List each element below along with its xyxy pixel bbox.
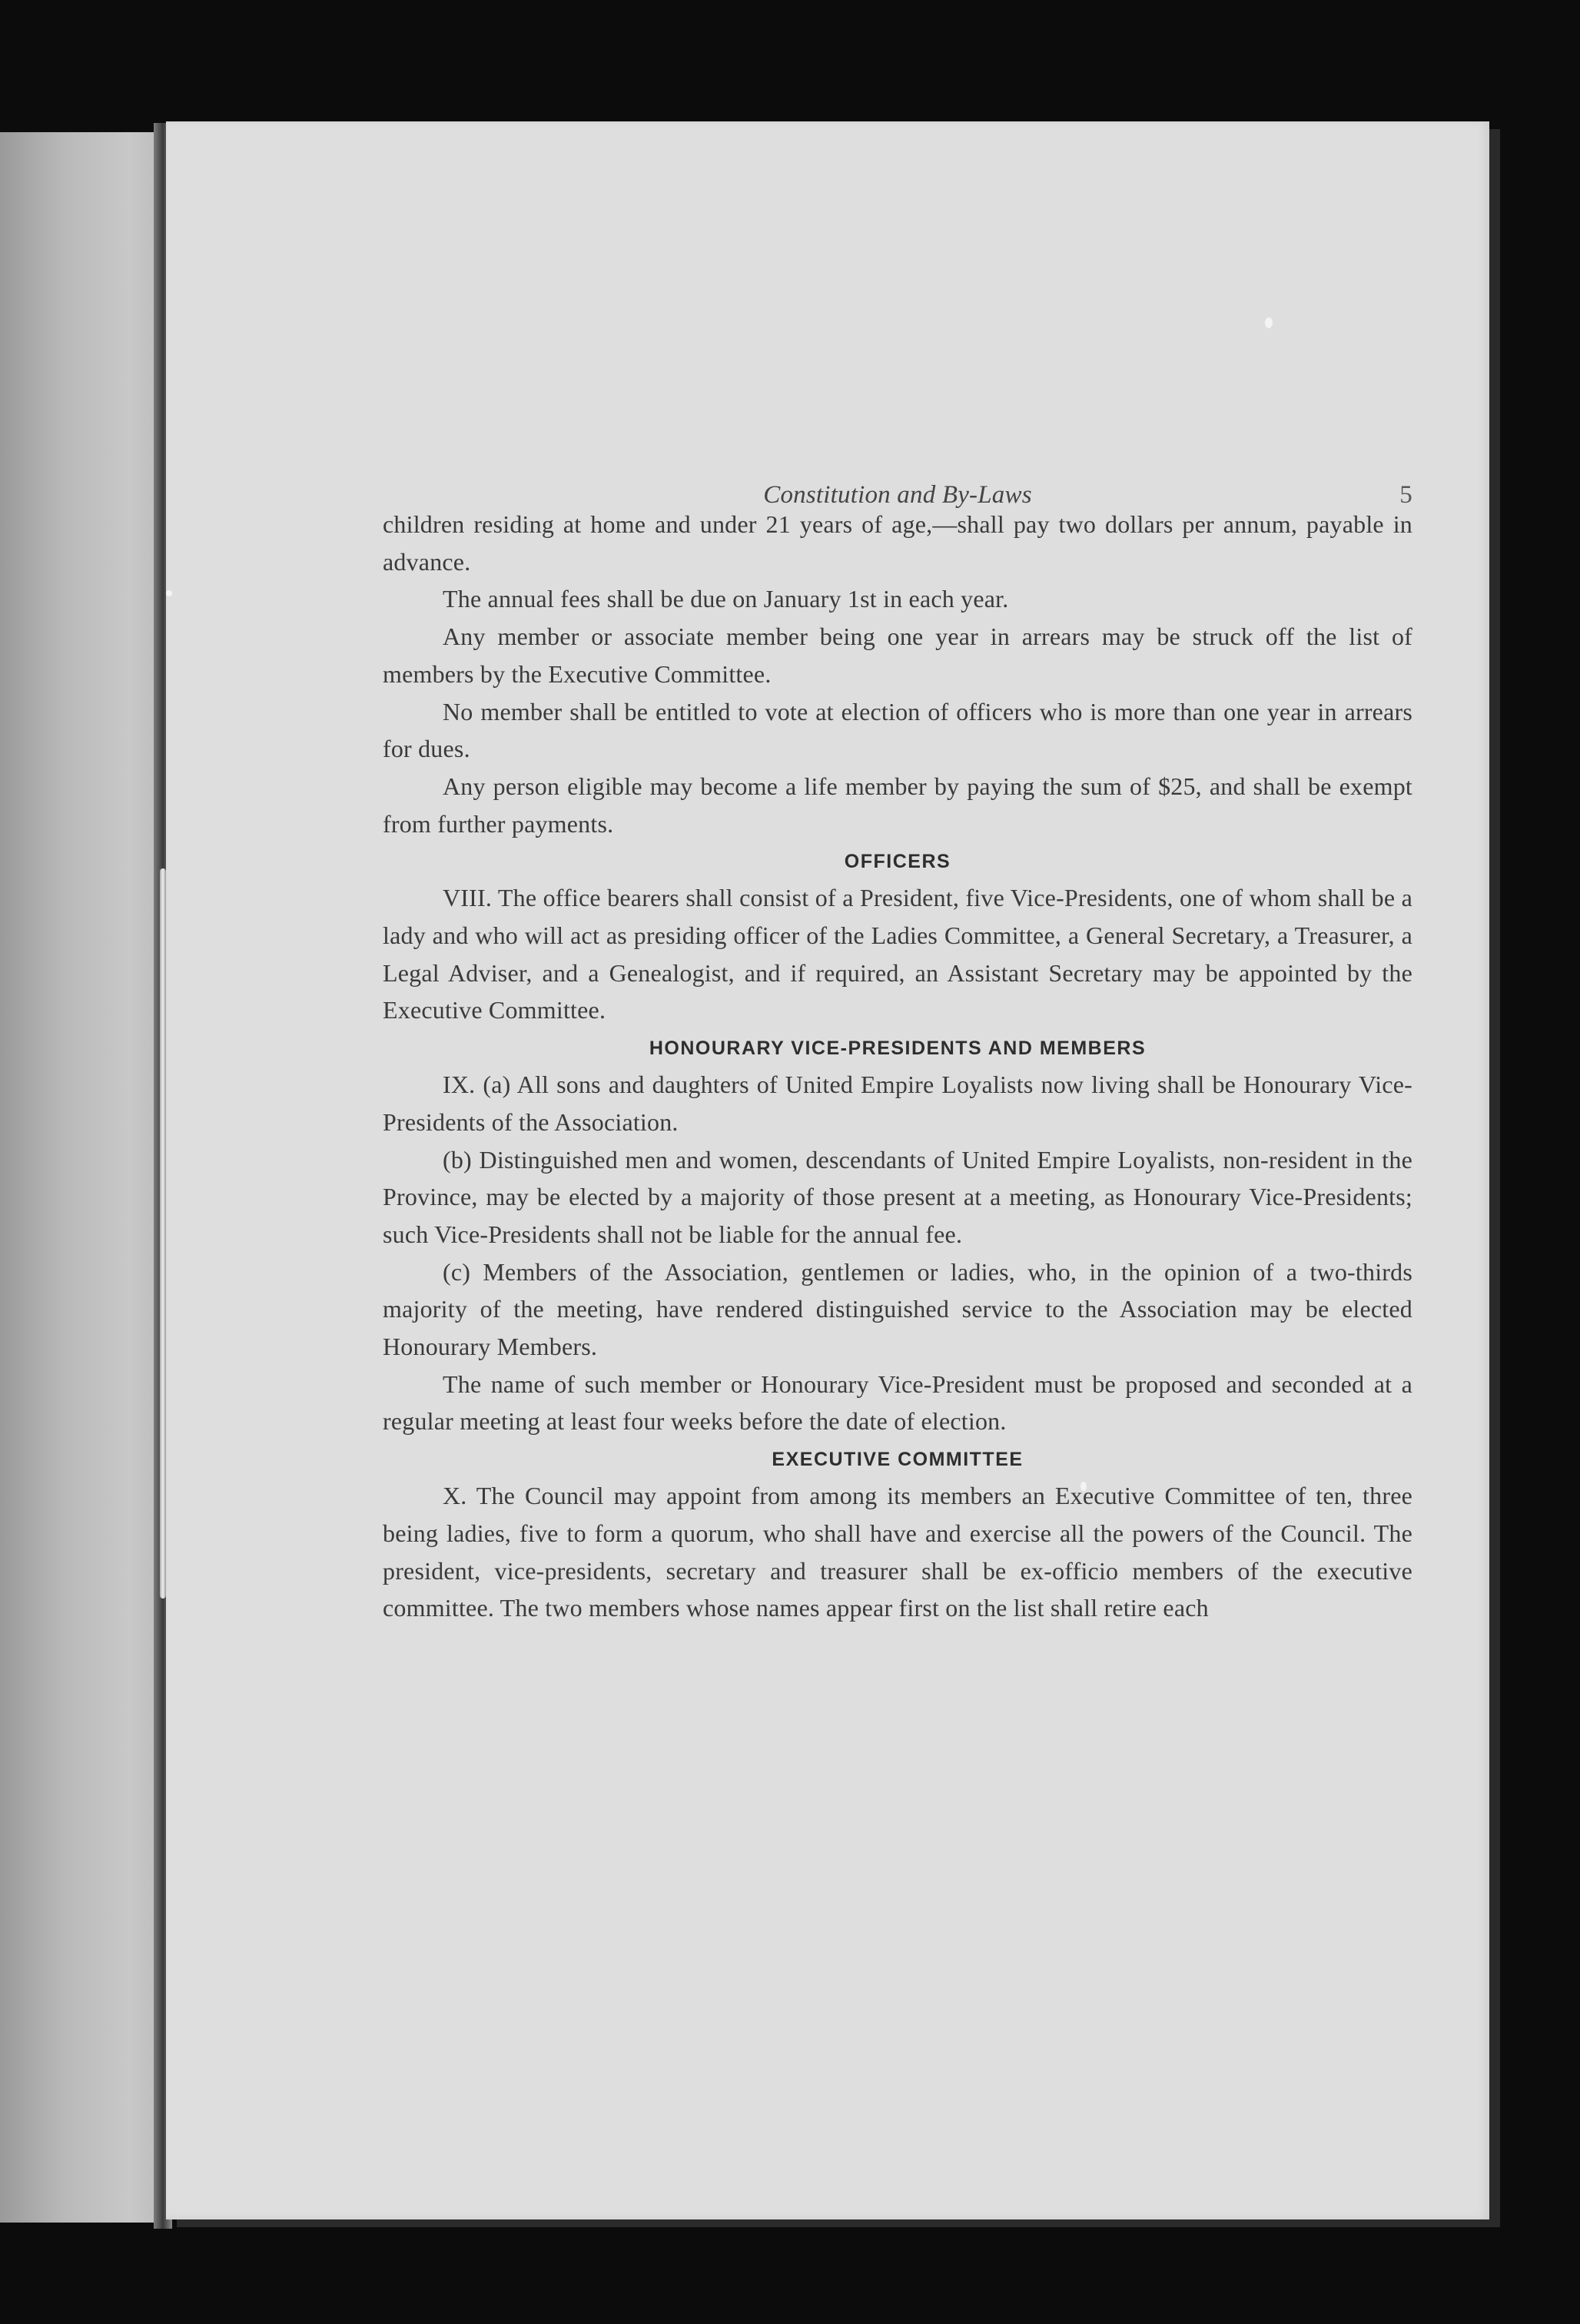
paragraph-nomination: The name of such member or Honourary Vice-President must be proposed and seconded at a regular meeting at least four weeks before the date of election. bbox=[383, 1370, 1412, 1436]
paper-speck bbox=[166, 590, 172, 596]
binding-thread bbox=[160, 868, 166, 1599]
paragraph-life-member: Any person eligible may become a life member by paying the sum of $25, and shall be exempt from further payments. bbox=[383, 772, 1412, 838]
paragraph-viii-office-bearers: VIII. The office bearers shall consist of a President, five Vice-Presidents, one of whom shall be a lady and who will act as presiding officer of the Ladies Committee, a General Secretary, a Treasurer, a Legal Adviser, and a Genealogist, and if required, an Assistant Secretary may be appointed by the Executive Committee. bbox=[383, 884, 1412, 1024]
paragraph-ix-a: IX. (a) All sons and daughters of United Empire Loyalists now living shall be Honourary Vice-Presidents of the Association. bbox=[383, 1071, 1412, 1136]
document-page bbox=[166, 121, 1489, 2219]
paragraph-ix-c: (c) Members of the Association, gentlemen or ladies, who, in the opinion of a two-thirds majority of the meeting, have rendered distinguished service to the Association may be elected Honourary Members. bbox=[383, 1257, 1412, 1361]
paragraph-arrears: Any member or associate member being one year in arrears may be struck off the list of members by the Executive Committee. bbox=[383, 622, 1412, 688]
paragraph-fees-continued: children residing at home and under 21 years of age,—shall pay two dollars per annum, payable in advance. bbox=[383, 510, 1412, 576]
facing-page bbox=[0, 132, 161, 2223]
paragraph-annual-fees: The annual fees shall be due on January 1st in each year. bbox=[443, 585, 1009, 613]
paragraph-ix-b: (b) Distinguished men and women, descendants of United Empire Loyalists, non-resident in the Province, may be elected by a majority of those present at a meeting, as Honourary Vice-Presidents; such Vice-Presidents shall not be liable for the annual fee. bbox=[383, 1145, 1412, 1248]
heading-executive-committee: EXECUTIVE COMMITTEE bbox=[772, 1449, 1024, 1471]
running-head bbox=[383, 429, 1412, 509]
paper-speck bbox=[1265, 317, 1273, 328]
page-text-block bbox=[383, 429, 1412, 1627]
heading-officers: OFFICERS bbox=[844, 851, 951, 873]
paragraph-x-council: X. The Council may appoint from among its members an Executive Committee of ten, three being ladies, five to form a quorum, who shall have and exercise all the powers of the Council. The president, vice-presidents, secretary and treasurer shall be ex-officio members of the executive committee. The two members whose names appear first on the list shall retire each bbox=[383, 1482, 1412, 1622]
paragraph-voting: No member shall be entitled to vote at election of officers who is more than one year in arrears for dues. bbox=[383, 697, 1412, 763]
running-title: Constitution and By-Laws bbox=[763, 481, 1032, 509]
page-number: 5 bbox=[1399, 481, 1412, 509]
heading-honourary: HONOURARY VICE-PRESIDENTS AND MEMBERS bbox=[649, 1038, 1147, 1060]
